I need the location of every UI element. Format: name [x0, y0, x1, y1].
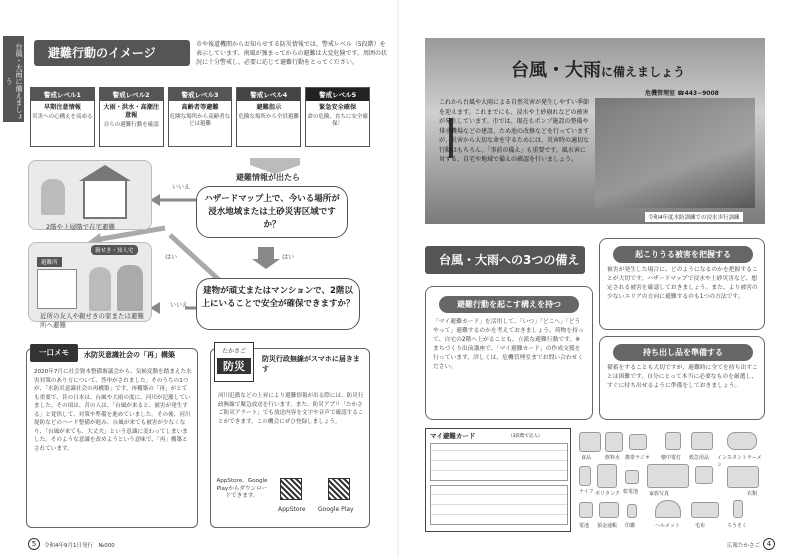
photo-icon [695, 466, 713, 484]
bousai-logo-bottom: 防災 [217, 358, 251, 374]
knife-icon [579, 466, 591, 486]
bousai-logo-top: たかさご [221, 348, 246, 355]
alert-level-desc: 危険な場所から全員避難 [238, 114, 300, 120]
hero-title-main: 台風・大雨 [511, 60, 601, 81]
alert-level-head: 警戒レベル2 [100, 88, 163, 101]
food-icon [579, 432, 601, 452]
blanket-icon [691, 502, 719, 518]
googleplay-label: Google Play [318, 506, 354, 513]
hero-text: これから台風や大雨による自然災害が発生しやすい季節を迎えます。これまでにも、浸水や土砂崩れなどの被害が発生しています。市では、現在もポンプ施設の整備や排水機場などの建設、ため池の改修などを行っていますが、災害から大切な命を守るためには、災害時の適切な行動はもちろん、「事前の備え」も重要です。風水害に対する、自宅や地域で備えの確認を行いましょう。 [439, 99, 590, 163]
item-label: ナイフ [579, 489, 594, 495]
download-text: AppStore、Google Playからダウンロードできます。 [216, 478, 268, 499]
training-scene [595, 98, 755, 208]
result-shelter: 近所の友人や親せきの家または避難所へ避難 [40, 312, 144, 329]
passbook-icon [599, 502, 619, 518]
radio-icon [647, 464, 689, 488]
card-title: マイ避難カード [430, 432, 476, 440]
item-label: 飲料水 [605, 455, 621, 461]
alert-level-desc: 災害への心構えを高める [32, 114, 93, 120]
prep2-text: 被害が発生した場合に、どのようになるのかを把握することが大切です。ハザードマップで浸水や土砂災害など、想定される被害を確認しておきましょう。また、より被害の少ないエリアの方向に避難するのも1つの方法です。 [607, 267, 758, 300]
item-label: 預金通帳 [597, 523, 618, 529]
item-label: 懐中電灯 [661, 455, 682, 461]
googleplay-qr-code[interactable] [328, 478, 350, 500]
info-out-label: 避難情報が出たら [236, 173, 300, 182]
item-label: インスタントラーメン [717, 455, 762, 468]
radio-icon [629, 434, 647, 450]
footer-publication: 広報たかさご [727, 543, 761, 549]
page-number: 4 [763, 538, 775, 550]
helmet-icon [655, 500, 681, 518]
alert-level-head: 警戒レベル1 [31, 88, 94, 101]
battery-icon [579, 502, 593, 518]
shelter-label: 避難所 [37, 257, 62, 267]
alert-level-title: 緊急安全確保 [319, 104, 357, 111]
item-label: 電池 [579, 523, 590, 529]
alert-level-title: 避難指示 [256, 104, 282, 111]
item-label: 救急用品 [689, 455, 710, 461]
item-label: 携帯ラジオ [625, 455, 651, 461]
bousai-text: 河川氾濫などの上昇により避難情報が出る際には、防災行政無線で緊急放送を行います。また、防災アプリ「たかさご防災アラート」でも放送内容を文字や音声で確認することができます。この機会にぜひ登録しましょう。 [218, 393, 364, 425]
prep3-title: 持ち出し品を準備する [613, 344, 753, 361]
card-grid-bottom [430, 485, 568, 525]
alert-level-3 [168, 87, 233, 147]
water-icon [605, 432, 623, 452]
question-hazard-map: ハザードマップ上で、今いる場所が浸水地域または土砂災害区域ですか？ [196, 186, 348, 238]
item-label: 印鑑 [625, 523, 636, 529]
hero-title [511, 56, 685, 82]
no-label-1: いいえ [172, 184, 191, 191]
water-tank-icon [597, 464, 617, 488]
memo-text: 2020年7月に社会資本整備審議会から、気候変動を踏まえた水害対策のあり方について、答申がされました。そのうちの1つが、「水防災意識社会の再構築」です。再構築の「再」がとても重要で、昔の日本は、台風や大雨の度に、河川が氾濫していました。その頃は、昔の人は、「台風が来ると、被害が発生する」と覚悟して、対策や準備を進めていました。その後、河川堤防などのハード整備が進み、台風が来ても被害が少なくなり、「台風が来ても、大丈夫」という意識に変わってしまいました。そのような意識を改めようという意味で、「再」構築とされています。 [34, 369, 192, 452]
evacuation-card [425, 428, 571, 532]
card-grid-top [430, 443, 568, 481]
result-home: 2階や上層階で在宅避難 [46, 223, 116, 231]
contact: 危機管理室 ☎443−9008 [645, 90, 719, 97]
alert-level-head: 警戒レベル3 [169, 88, 232, 101]
intro-text: 市や報道機関からお知らせする防災情報では、警戒レベル（5段階）を表示しています。南風が強まってからの避難は大変危険です。周囲の状況に十分警戒し、必要に応じて避難行動をとってください。 [196, 41, 388, 66]
alert-level-title: 高齢者等避難 [181, 104, 219, 111]
alert-level-1 [30, 87, 95, 147]
prep1-title: 避難行動を起こす構えを持つ [439, 296, 579, 313]
shelter-building-icon [37, 269, 77, 309]
person-icon [89, 267, 111, 311]
alert-level-desc: 自らの避難行動を確認 [103, 122, 159, 128]
appstore-label: AppStore [278, 506, 306, 513]
memo-title: 水防災意識社会の「再」構築 [84, 351, 175, 359]
prep1-text: 「マイ避難カード」を活用して、「いつ」「どこへ」「どうやって」避難するのかを考えておきましょう。荷物を持って、自宅の2階へ上がることも、立派な避難行動です。※まちづくり出前講座で、「マイ避難カード」の作成支援を行っています。詳しくは、危機管理室までお問い合わせください。 [433, 319, 584, 370]
section-tab: 台風・大雨に備えましょう [3, 36, 24, 122]
alert-level-5 [305, 87, 370, 147]
item-label: 食品 [581, 455, 592, 461]
item-label: ろうそく [727, 523, 748, 529]
right-page [399, 0, 794, 558]
seal-icon [627, 504, 637, 518]
card-subtitle: （3段階で記入） [508, 434, 543, 439]
roof-icon [79, 165, 131, 181]
alert-levels [30, 87, 370, 147]
person-icon [117, 265, 143, 311]
question-building: 建物が頑丈またはマンションで、2階以上にいることで安全が確保できますか？ [196, 278, 360, 330]
yes-label-2: はい [165, 254, 178, 261]
alert-level-head: 警戒レベル5 [306, 88, 369, 101]
alert-level-title: 早期注意情報 [43, 104, 81, 111]
alert-level-desc: 危険な場所から高齢者などは避難 [169, 114, 231, 127]
bousai-title: 防災行政無線がスマホに届きます [262, 355, 360, 373]
page-number: 5 [28, 538, 40, 550]
memo-tag: 一口メモ [30, 344, 78, 362]
first-aid-icon [691, 432, 713, 450]
no-label-2: いいえ [170, 302, 189, 309]
emergency-items [577, 430, 767, 534]
home-evacuation-illustration [28, 160, 152, 230]
bousai-logo [214, 342, 254, 382]
flashlight-icon [665, 432, 681, 450]
instant-noodle-icon [727, 432, 757, 450]
hero-title-sub: に備えましょう [601, 65, 686, 79]
prep2-title: 起こりうる被害を把握する [613, 246, 753, 263]
alert-level-2 [99, 87, 164, 147]
candle-icon [733, 500, 743, 518]
family-icon [41, 179, 65, 215]
clothes-icon [727, 466, 759, 488]
section-title: 避難行動のイメージ [34, 40, 190, 66]
item-label: ヘルメット [655, 523, 680, 529]
three-prep-title: 台風・大雨への3つの備え [425, 246, 585, 274]
footer-date: 令和4年9月1日発行 №000 [44, 543, 115, 549]
house-icon [83, 179, 127, 219]
yes-label-1: はい [282, 254, 295, 261]
item-label: 毛布 [695, 523, 706, 529]
alert-level-head: 警戒レベル4 [237, 88, 300, 101]
photo-caption: 令和4年度水防訓練での浸水歩行訓練 [645, 212, 743, 222]
battery-icon [625, 470, 639, 484]
item-label: 衣類 [747, 491, 758, 497]
item-label: 家族写真 [649, 491, 670, 497]
alert-level-title: 大雨・洪水・高潮注意報 [103, 104, 160, 119]
shelter-illustration [28, 242, 152, 322]
appstore-qr-code[interactable] [280, 478, 302, 500]
alert-level-4 [236, 87, 301, 147]
item-label: 乾電池 [623, 489, 639, 495]
alert-level-desc: 命の危険、直ちに安全確保！ [307, 114, 368, 127]
prep3-text: 備蓄をすることも大切ですが、避難時に全てを持ち出すことは困難です。自分にとって本当に必要なものを厳選し、すぐに持ち出せるように準備をしておきましょう。 [607, 365, 758, 389]
item-label: ポリタンク [595, 491, 620, 497]
friend-house-label: 親せき・知人宅 [91, 245, 138, 255]
